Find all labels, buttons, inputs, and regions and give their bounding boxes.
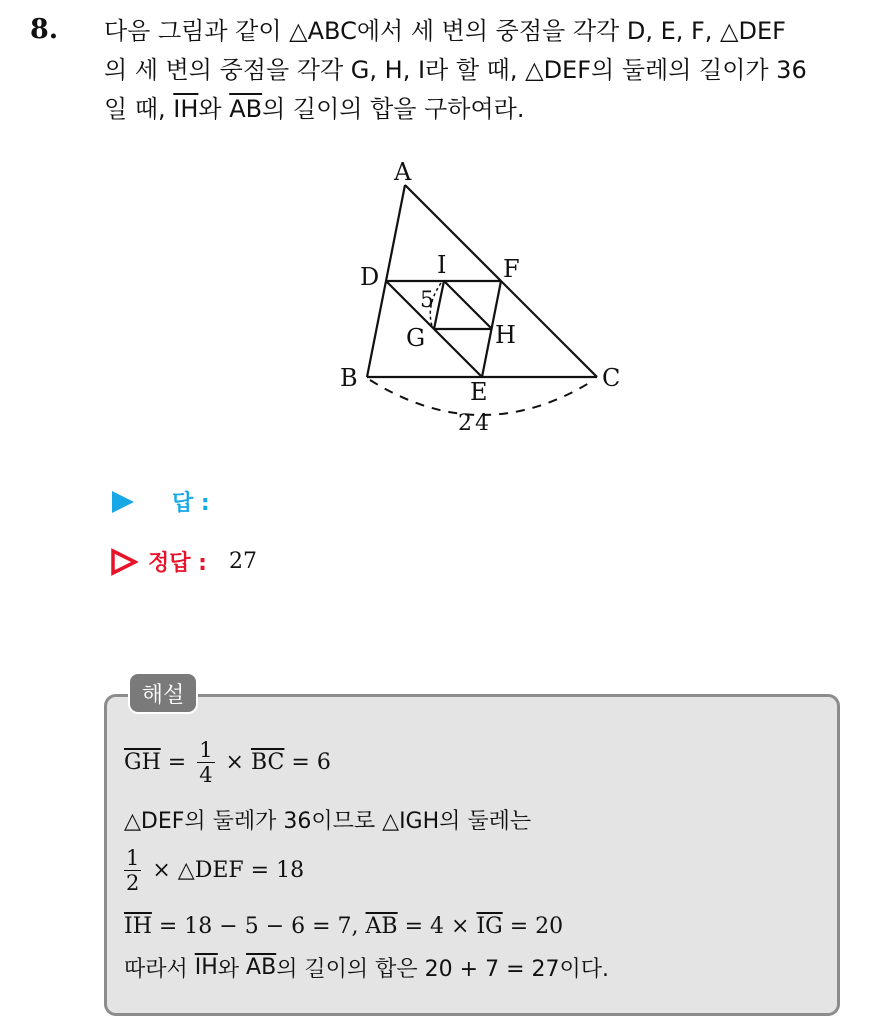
answer-blank-label: 답 :	[172, 491, 210, 516]
math-text: =	[160, 750, 194, 775]
label-b: B	[340, 364, 358, 392]
label-g: G	[406, 324, 426, 352]
segment-ab: $\overline{AB}$	[246, 955, 277, 980]
solution-line-5	[124, 952, 609, 983]
label-e: E	[470, 378, 488, 406]
segment-hi	[444, 281, 492, 329]
segment-ih: $\overline{IH}$	[124, 914, 152, 939]
segment-ab: $\overline{AB}$	[229, 95, 263, 123]
numerator: 1	[126, 846, 140, 870]
text: 와	[217, 957, 247, 982]
segment-bc: $\overline{BC}$	[250, 750, 285, 775]
segment-ab: $\overline{AB}$	[365, 914, 398, 939]
denominator: 4	[199, 763, 213, 787]
answer-correct-row	[110, 546, 257, 577]
label-d: D	[360, 263, 380, 291]
text: 의 길이의 합은 20 + 7 = 27이다.	[276, 957, 610, 982]
math-text: = 4 ×	[397, 914, 477, 939]
solution-tab: 해설	[128, 672, 198, 714]
math-text: ×	[218, 750, 251, 775]
math-text: = 20	[502, 914, 564, 939]
label-ig-length: 5	[420, 288, 434, 313]
denominator: 2	[126, 871, 140, 895]
label-f: F	[503, 255, 520, 283]
text: 일 때,	[104, 95, 174, 123]
segment-ih: $\overline{IH}$	[194, 955, 218, 980]
fraction-one-quarter	[197, 738, 214, 787]
solution-line-4	[124, 914, 563, 939]
question-number: 8.	[30, 14, 59, 45]
label-a: A	[394, 158, 412, 186]
text: 와	[198, 95, 230, 123]
segment-ih: $\overline{IH}$	[173, 95, 199, 123]
answer-correct-value: 27	[228, 549, 257, 574]
answer-correct-label: 정답 :	[148, 551, 207, 576]
math-text: = 6	[284, 750, 331, 775]
solution-line-1	[124, 738, 331, 787]
question-line-2: 의 세 변의 중점을 각각 G, H, I라 할 때, △DEF의 둘레의 길이가 36	[104, 56, 807, 84]
question-text	[104, 12, 874, 129]
label-c: C	[602, 364, 621, 392]
question-line-3	[104, 90, 874, 129]
math-text: × △DEF = 18	[145, 858, 305, 883]
math-text: = 18 − 5 − 6 = 7,	[151, 914, 366, 939]
segment-ig: $\overline{IG}$	[476, 914, 503, 939]
solution-line-2: △DEF의 둘레가 36이므로 △IGH의 둘레는	[124, 809, 532, 834]
segment-ig	[434, 281, 444, 329]
numerator: 1	[199, 738, 213, 762]
segment-gh: $\overline{GH}$	[124, 750, 161, 775]
answer-blank-row	[110, 486, 210, 517]
fraction-one-half	[124, 846, 141, 895]
solution-line-3	[124, 846, 304, 895]
play-filled-icon	[110, 489, 136, 515]
question-line-1: 다음 그림과 같이 △ABC에서 세 변의 중점을 각각 D, E, F, △DEF	[104, 17, 786, 45]
label-i: I	[437, 251, 447, 279]
label-bc-length: 24	[458, 411, 492, 436]
label-h: H	[495, 321, 516, 349]
triangle-figure	[330, 150, 640, 440]
text: 따라서	[124, 957, 195, 982]
text: 의 길이의 합을 구하여라.	[262, 95, 525, 123]
play-outline-icon	[110, 548, 138, 576]
